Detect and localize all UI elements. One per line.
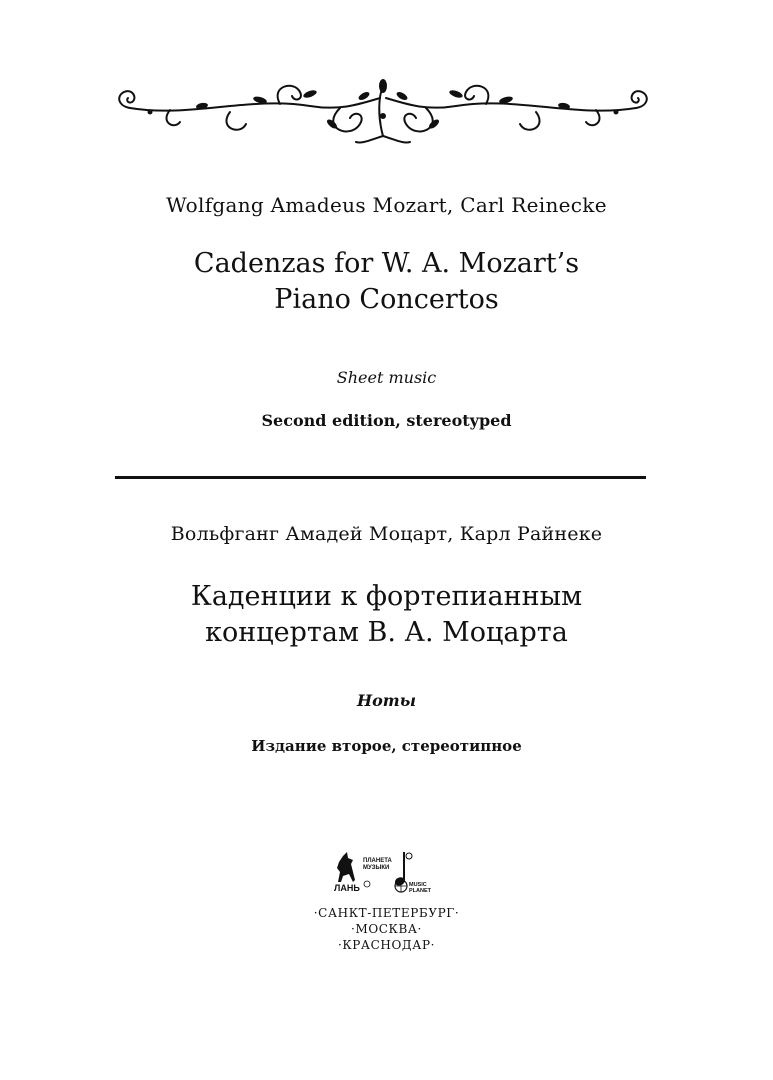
book-title-russian	[0, 579, 773, 651]
edition-english: Second edition, stereotyped	[261, 411, 512, 430]
scroll-ornament-icon	[110, 78, 656, 146]
imprint-name-russian: ПЛАНЕТА МУЗЫКИ	[363, 858, 392, 871]
city-line: ·КРАСНОДАР·	[337, 938, 436, 952]
publisher-logo-name: ЛАНЬ	[334, 883, 360, 893]
authors-english: Wolfgang Amadeus Mozart, Carl Reinecke	[166, 193, 607, 217]
section-divider	[115, 476, 646, 479]
city-line: ·МОСКВА·	[351, 922, 422, 936]
imprint-name-english: MUSIC PLANET	[409, 882, 431, 894]
title-russian-line-1: Каденции к фортепианным	[190, 581, 583, 612]
city-line: ·САНКТ-ПЕТЕРБУРГ·	[313, 906, 460, 920]
publication-type-english: Sheet music	[336, 368, 437, 387]
publisher-cities	[0, 905, 773, 953]
title-english-line-1: Cadenzas for W. A. Mozart’s	[193, 248, 580, 279]
title-english-line-2: Piano Concertos	[274, 284, 499, 315]
publication-type-russian: Ноты	[357, 691, 416, 710]
book-title-english	[0, 246, 773, 318]
edition-russian: Издание второе, стереотипное	[251, 737, 522, 755]
title-russian-line-2: концертам В. А. Моцарта	[205, 617, 568, 648]
authors-russian: Вольфганг Амадей Моцарт, Карл Райнеке	[170, 523, 603, 545]
